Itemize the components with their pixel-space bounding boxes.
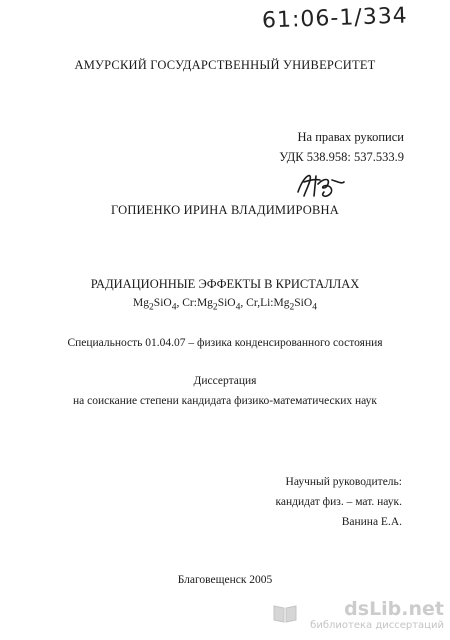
archive-code-handwritten: 61:06-1/334: [261, 3, 409, 34]
book-icon: [272, 602, 298, 624]
author-name: ГОПИЕНКО ИРИНА ВЛАДИМИРОВНА: [110, 203, 339, 217]
specialty-line: Специальность 01.04.07 – физика конденсированного состояния: [67, 337, 383, 349]
supervisor-name: Ванина Е.А.: [341, 516, 402, 528]
udc-code: УДК 538.958: 537.533.9: [279, 150, 404, 164]
formula-mg2sio4: $Mg_2SiO_4$: [133, 297, 177, 313]
supervisor-degree: кандидат физ. – мат. наук.: [275, 496, 402, 508]
degree-line: на соискание степени кандидата физико-математических наук: [72, 395, 378, 407]
supervisor-block: [275, 472, 402, 532]
dissertation-title: РАДИАЦИОННЫЕ ЭФФЕКТЫ В КРИСТАЛЛАХ: [90, 277, 360, 291]
dissertation-label: Диссертация: [193, 375, 257, 387]
supervisor-label: Научный руководитель:: [285, 476, 402, 488]
manuscript-rights: На правах рукописи: [297, 130, 404, 144]
chemical-formulas: $Mg_2SiO_4$, $Cr:Mg_2SiO_4$, $Cr,Li:Mg_2SiO_4$: [133, 297, 317, 313]
formula-cr-mg2sio4: $Cr:Mg_2SiO_4$: [182, 297, 241, 313]
watermark-logo: dsLib.net: [344, 598, 444, 620]
signature-icon: [294, 170, 348, 200]
university-name: АМУРСКИЙ ГОСУДАРСТВЕННЫЙ УНИВЕРСИТЕТ: [74, 58, 376, 72]
watermark-subtitle: библиотека диссертаций: [310, 620, 444, 631]
dslib-watermark[interactable]: [272, 598, 444, 634]
formula-cr-li-mg2sio4: $Cr,Li:Mg_2SiO_4$: [246, 297, 317, 313]
city-year: Благовещенск 2005: [177, 574, 273, 586]
